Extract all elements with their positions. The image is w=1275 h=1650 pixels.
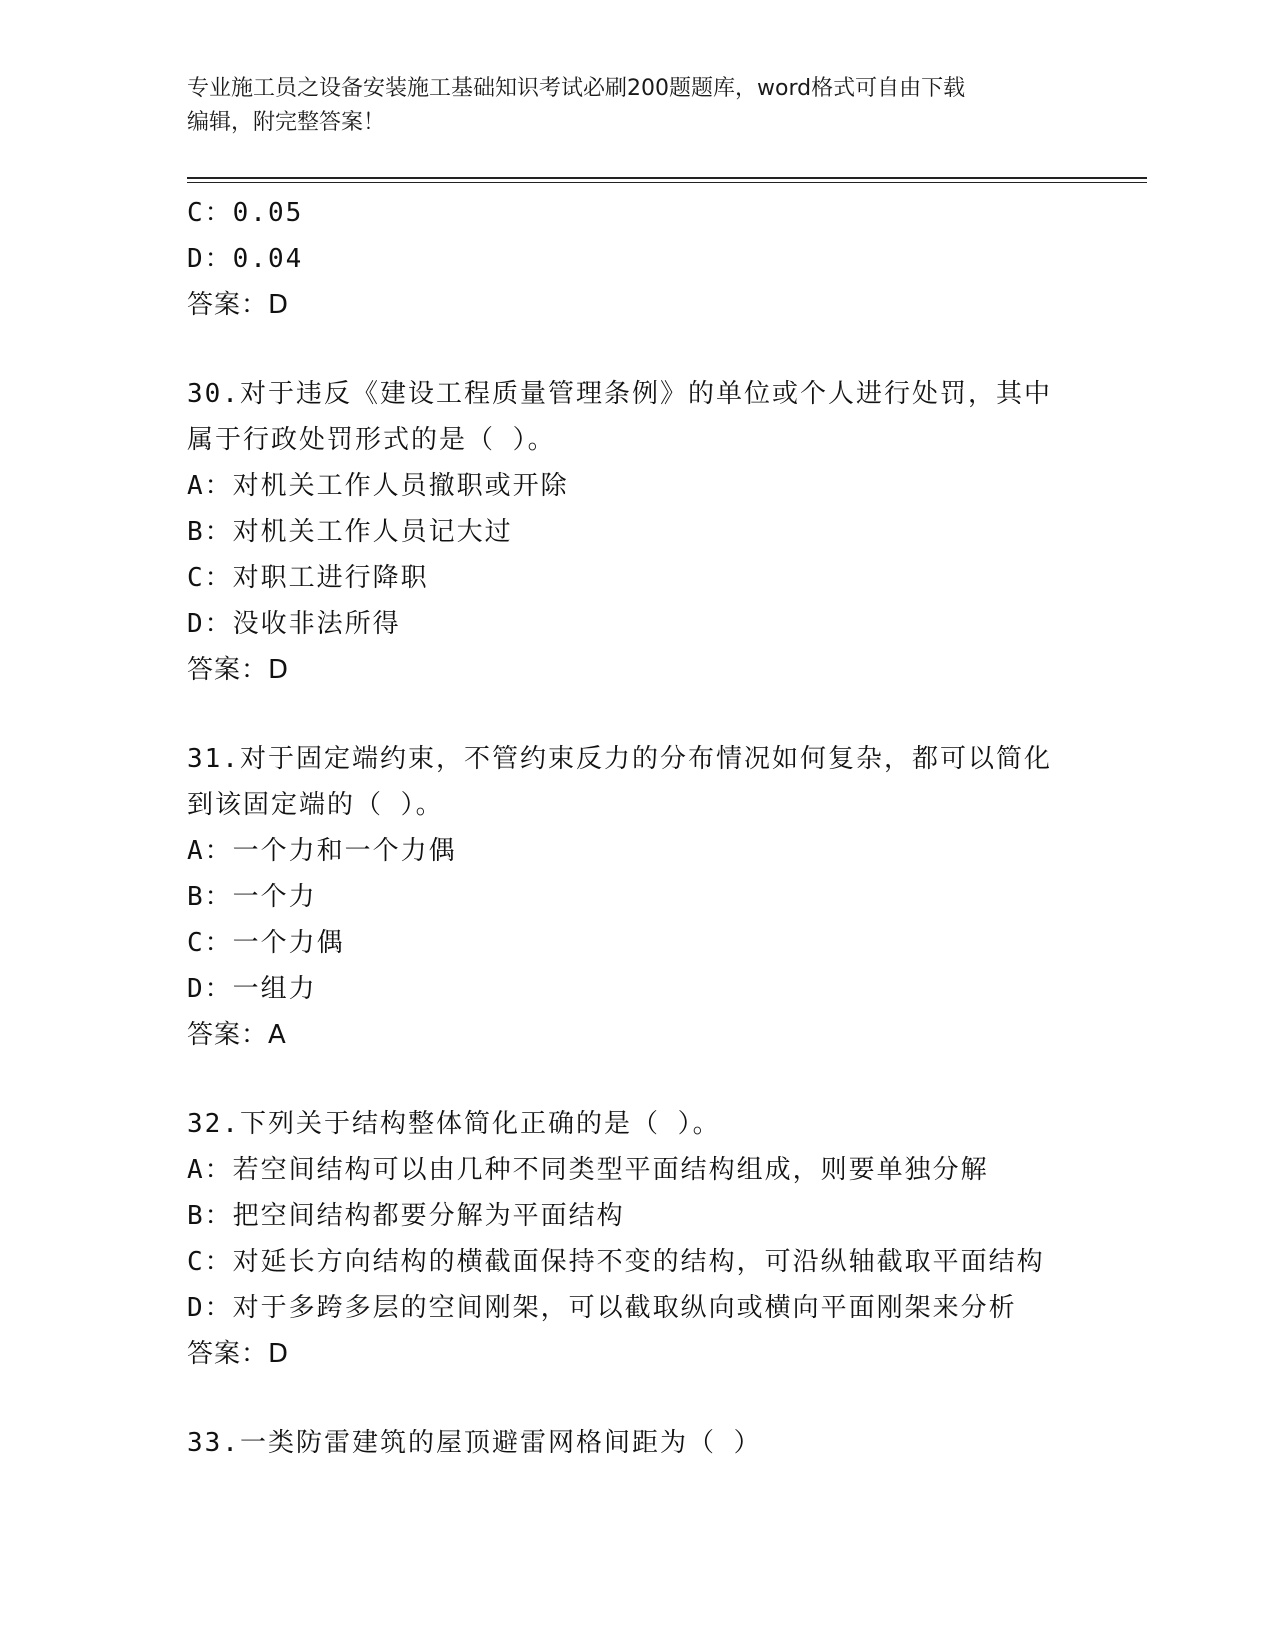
question-block-33	[187, 1420, 1087, 1466]
question-stem: 32.下列关于结构整体简化正确的是（ ）。	[187, 1109, 721, 1139]
option-d: D：一组力	[187, 974, 317, 1004]
answer-line: 答案：A	[187, 1020, 287, 1050]
question-stem: 到该固定端的（ ）。	[187, 790, 444, 820]
option-a: A：一个力和一个力偶	[187, 836, 457, 866]
document-header	[187, 72, 1067, 140]
header-rule-thick	[187, 177, 1147, 179]
answer-line: 答案：D	[187, 1339, 290, 1369]
question-stem: 31.对于固定端约束，不管约束反力的分布情况如何复杂，都可以简化	[187, 744, 1052, 774]
question-stem: 属于行政处罚形式的是（ ）。	[187, 425, 556, 455]
option-c: C：对职工进行降职	[187, 563, 429, 593]
header-title-line-2: 编辑，附完整答案！	[187, 110, 386, 135]
spacer	[187, 1377, 1087, 1420]
answer-line: 答案：D	[187, 655, 290, 685]
option-b: B：一个力	[187, 882, 317, 912]
question-stem: 33.一类防雷建筑的屋顶避雷网格间距为（ ）	[187, 1428, 762, 1458]
question-block-32	[187, 1101, 1087, 1377]
header-rule-thin	[187, 182, 1147, 183]
question-list	[187, 190, 1087, 1466]
question-stem: 30.对于违反《建设工程质量管理条例》的单位或个人进行处罚，其中	[187, 379, 1052, 409]
question-block-31	[187, 736, 1087, 1058]
option-c: C：0.05	[187, 198, 304, 228]
question-block-30	[187, 371, 1087, 693]
spacer	[187, 328, 1087, 371]
spacer	[187, 693, 1087, 736]
spacer	[187, 1058, 1087, 1101]
option-c: C：一个力偶	[187, 928, 345, 958]
answer-line: 答案：D	[187, 290, 290, 320]
option-d: D：0.04	[187, 244, 304, 274]
option-d: D：没收非法所得	[187, 609, 401, 639]
option-b: B：把空间结构都要分解为平面结构	[187, 1201, 625, 1231]
option-a: A：若空间结构可以由几种不同类型平面结构组成，则要单独分解	[187, 1155, 989, 1185]
option-d: D：对于多跨多层的空间刚架，可以截取纵向或横向平面刚架来分析	[187, 1293, 1017, 1323]
option-b: B：对机关工作人员记大过	[187, 517, 513, 547]
question-block-29	[187, 190, 1087, 328]
option-c: C：对延长方向结构的横截面保持不变的结构，可沿纵轴截取平面结构	[187, 1247, 1045, 1277]
header-title-line-1: 专业施工员之设备安装施工基础知识考试必刷200题题库，word格式可自由下载	[187, 76, 966, 101]
option-a: A：对机关工作人员撤职或开除	[187, 471, 569, 501]
